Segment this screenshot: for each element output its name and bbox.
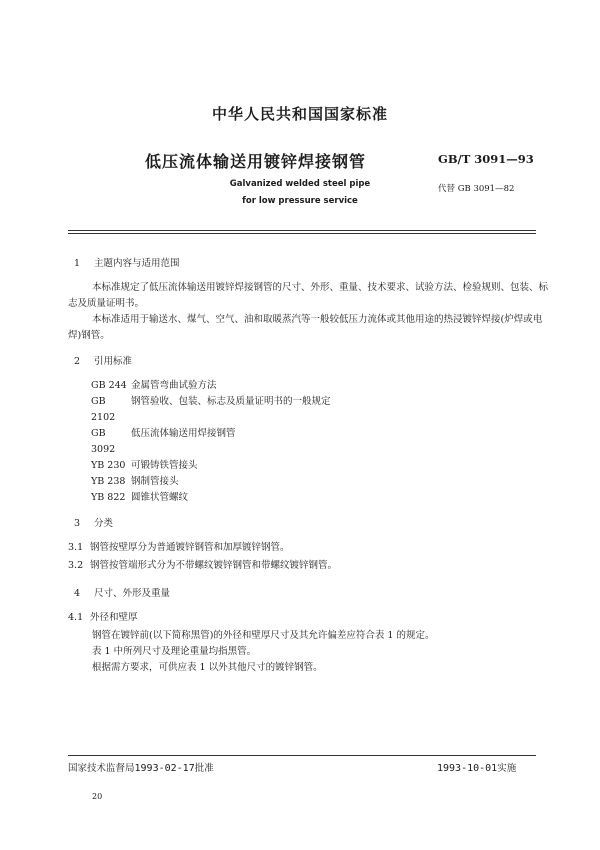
clause-4-1-body (68, 628, 548, 676)
clause-3-2 (68, 558, 548, 574)
national-standard-heading: 中华人民共和国国家标准 (211, 105, 388, 123)
reference-name: 钢制管接头 (131, 476, 179, 487)
effective-label: 实施 (497, 763, 517, 774)
clause-number: 3.1 (68, 542, 84, 553)
section-2-number: 2 (74, 356, 81, 367)
section-1-heading (74, 256, 548, 272)
reference-name: 可锻铸铁管接头 (131, 460, 198, 471)
clause-text: 钢管按壁厚分为普通镀锌钢管和加厚镀锌钢管。 (90, 542, 290, 553)
reference-code: GB 2102 (91, 396, 116, 423)
approval-label: 批准 (194, 763, 214, 774)
section-4-title: 尺寸、外形及重量 (94, 588, 171, 599)
reference-item (91, 490, 548, 506)
standard-code: GB/T 3091—93 (438, 152, 534, 166)
reference-code: YB 230 (91, 460, 126, 471)
reference-name: 钢管验收、包装、标志及质量证明书的一般规定 (131, 396, 331, 407)
clause-4-1 (68, 610, 548, 626)
section-1-number: 1 (74, 258, 81, 269)
document-body (68, 256, 548, 676)
reference-name: 金属管弯曲试验方法 (131, 380, 217, 391)
effective-date: 1993-10-01 (437, 763, 498, 774)
reference-item (91, 458, 548, 474)
approval-info (68, 760, 214, 774)
standard-title-chinese: 低压流体输送用镀锌焊接钢管 (145, 152, 367, 171)
clause-line: 钢管在镀锌前(以下简称黑管)的外径和壁厚尺寸及其允许偏差应符合表 1 的规定。 (92, 630, 435, 641)
page-number: 20 (92, 792, 103, 801)
approval-date: 1993-02-17 (134, 763, 195, 774)
replaces-note: 代替 GB 3091—82 (438, 184, 515, 194)
clause-3-1 (68, 540, 548, 556)
reference-code: GB 3092 (91, 428, 116, 455)
clause-number: 4.1 (68, 612, 84, 623)
section-3-title: 分类 (94, 518, 114, 529)
reference-code: YB 238 (91, 476, 126, 487)
clause-line: 表 1 中所列尺寸及理论重量均指黑管。 (92, 646, 257, 657)
reference-list (91, 378, 548, 506)
effective-info (437, 760, 516, 774)
title-english-line-2: for low pressure service (242, 196, 358, 206)
reference-code: GB 244 (91, 380, 127, 391)
section-1-title: 主题内容与适用范围 (94, 258, 180, 269)
section-3-number: 3 (74, 518, 81, 529)
reference-item (91, 378, 548, 394)
section-4-number: 4 (74, 588, 81, 599)
clause-text: 钢管按管端形式分为不带螺纹镀锌钢管和带螺纹镀锌钢管。 (90, 560, 338, 571)
title-english-line-1: Galvanized welded steel pipe (229, 179, 371, 189)
section-3-heading (74, 516, 548, 532)
reference-name: 低压流体输送用焊接钢管 (131, 428, 236, 439)
footer-divider (68, 755, 536, 756)
reference-item (91, 426, 548, 458)
section-1-paragraph-1: 本标准规定了低压流体输送用镀锌焊接钢管的尺寸、外形、重量、技术要求、试验方法、检验规则、包装、标志及质量证明书。 (68, 282, 549, 309)
header-divider (68, 230, 536, 234)
section-1-paragraph-2: 本标准适用于输送水、煤气、空气、油和取暖蒸汽等一般较低压力流体或其他用途的热浸镀锌焊接(炉焊或电焊)钢管。 (68, 314, 543, 341)
clause-number: 3.2 (68, 560, 84, 571)
reference-item (91, 474, 548, 490)
section-4-heading (74, 586, 548, 602)
clause-line: 根据需方要求，可供应表 1 以外其他尺寸的镀锌钢管。 (92, 662, 323, 673)
issuer: 国家技术监督局 (68, 763, 135, 774)
reference-item (91, 394, 548, 426)
section-2-title: 引用标准 (94, 356, 133, 367)
section-2-heading (74, 354, 548, 370)
clause-title: 外径和壁厚 (90, 612, 138, 623)
reference-name: 圆锥状管螺纹 (131, 492, 189, 503)
reference-code: YB 822 (91, 492, 126, 503)
